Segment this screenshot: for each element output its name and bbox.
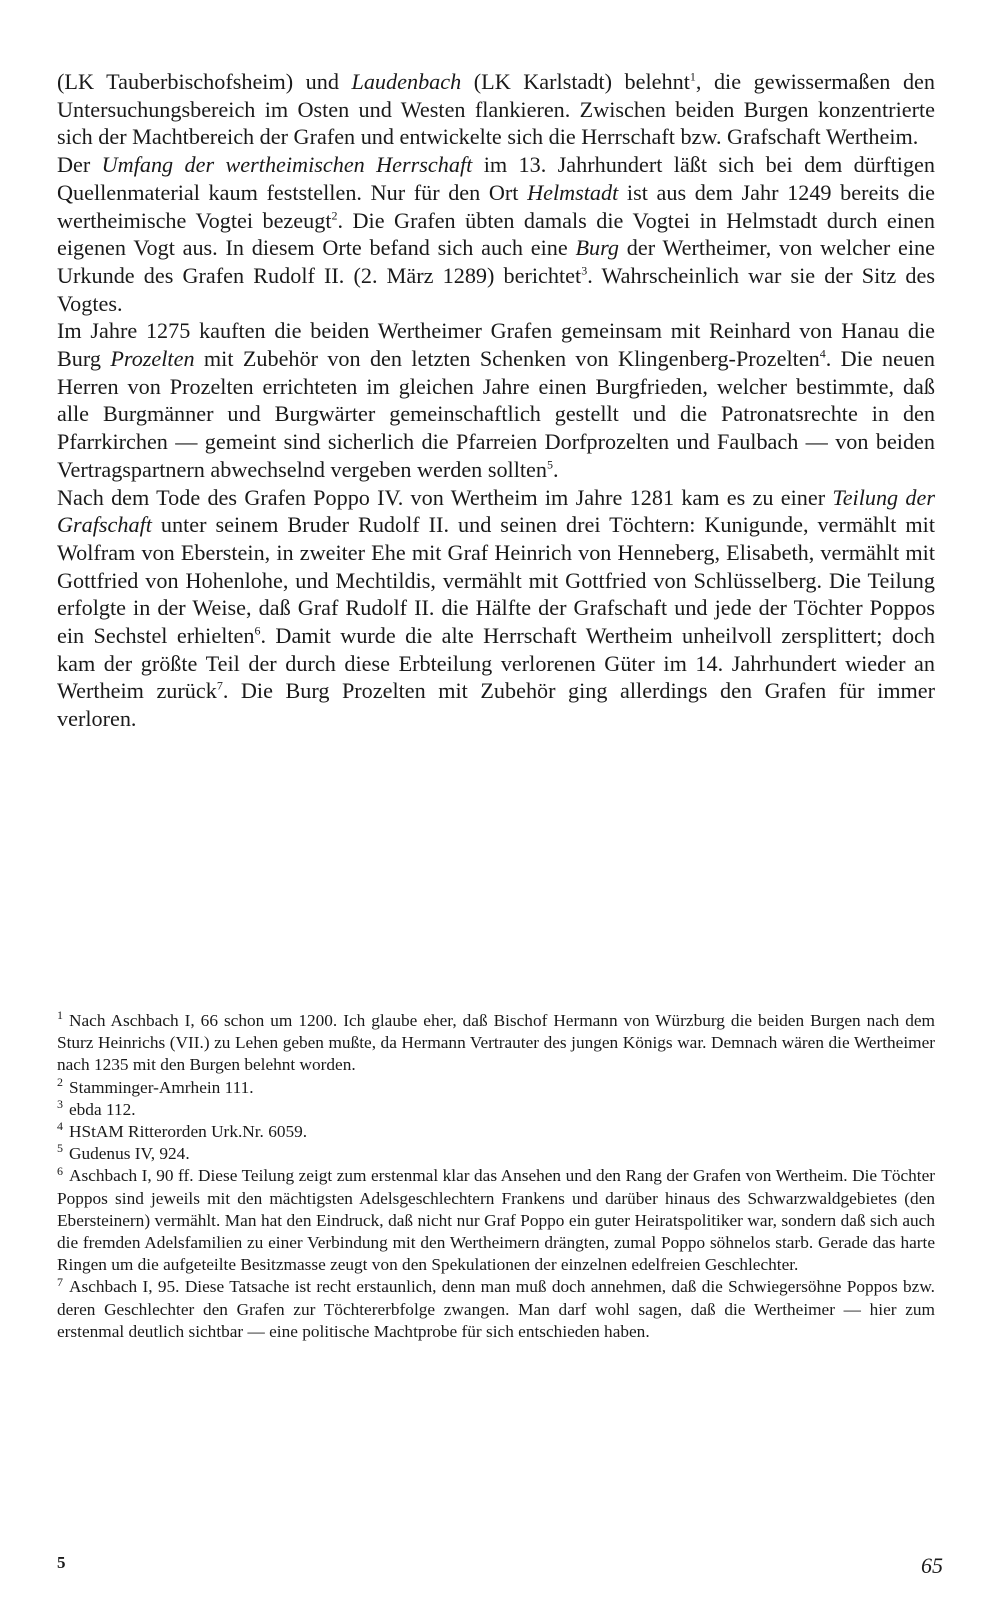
footnote-number: 1 [57, 1008, 63, 1023]
footnote-text: Aschbach I, 95. Diese Tatsache ist recht erstaunlich, denn man muß doch annehmen, daß die Schwiegersöhne Poppos bzw. deren Geschlechter den Grafen zur Töchtererbfolge zwangen. Man darf wohl sagen, daß die Wertheimer — hier zum erstenmal deutlich sichtbar — eine politische Machtprobe für sich entschieden haben. [57, 1277, 935, 1341]
text-segment: . Die neuen Herren von Prozelten errichteten im gleichen Jahre einen Burgfrieden, welcher bestimmte, daß alle Burgmänner und Burgwärter gemeinschaftlich gestellt und die Patronatsrechte in den Pfarrkirchen — gemeint sind sicherlich die Pfarreien Dorfprozelten und Faulbach — von beiden Vertragspartnern abwechselnd vergeben werden sollten [57, 346, 936, 482]
footnote-ref: 6 [254, 623, 261, 638]
text-segment: der Wertheimer, von welcher eine Urkunde des Grafen Rudolf II. (2. März 1289) berichtet [57, 235, 936, 288]
text-segment: . Die Grafen übten damals die Vogtei in Helmstadt durch einen eigenen Vogt aus. In diesem Orte befand sich auch eine [57, 207, 935, 261]
footnote-5 [57, 1143, 935, 1165]
paragraph-3 [57, 317, 935, 483]
footnote-3 [57, 1099, 935, 1121]
footnote-text: Gudenus IV, 924. [69, 1144, 190, 1164]
signature-mark: 5 [57, 1553, 66, 1572]
footnote-number: 4 [57, 1119, 63, 1134]
footnote-number: 7 [57, 1274, 63, 1289]
text-segment: Der [57, 152, 102, 178]
footnote-4 [57, 1121, 935, 1143]
footnote-number: 5 [57, 1141, 63, 1156]
footnote-number: 2 [57, 1074, 63, 1089]
text-segment: ist aus dem Jahr 1249 bereits die wertheimische Vogtei bezeugt [57, 179, 935, 233]
italic-place-name: Helmstadt [527, 179, 619, 205]
footnote-ref: 4 [819, 346, 826, 361]
main-text [57, 68, 935, 733]
footnote-6 [57, 1165, 935, 1276]
paragraph-2 [57, 151, 935, 317]
footnote-1 [57, 1010, 935, 1077]
text-segment: . [553, 456, 559, 482]
text-segment: im 13. Jahrhundert läßt sich bei dem dürftigen Quellenmaterial kaum feststellen. Nur für den Ort [57, 152, 936, 205]
footnote-ref: 7 [216, 679, 223, 694]
footnote-ref: 1 [689, 69, 696, 84]
footnote-text: Stamminger-Amrhein 111. [69, 1077, 254, 1097]
text-segment: Im Jahre 1275 kauften die beiden Wertheimer Grafen gemeinsam mit Reinhard von Hanau die Burg [57, 318, 935, 372]
footnote-2 [57, 1074, 935, 1099]
footnote-ref: 3 [581, 263, 588, 278]
text-segment: , die gewissermaßen den Untersuchungsbereich im Osten und Westen flankieren. Zwischen beiden Burgen konzentrierte sich der Machtbereich der Grafen und entwickelte sich die Herrschaft bzw. Grafschaft Wertheim. [57, 69, 935, 150]
footnote-ref: 5 [547, 457, 553, 472]
footnote-text: Nach Aschbach I, 66 schon um 1200. Ich glaube eher, daß Bischof Hermann von Würzburg die beiden Burgen nach dem Sturz Heinrichs (VII.) zu Lehen geben mußte, da Hermann Vertrauter des jungen Königs war. Demnach wären die Wertheimer nach 1235 mit den Burgen belehnt worden. [57, 1011, 935, 1075]
footnote-ref: 2 [331, 208, 338, 223]
footnote-text: ebda 112. [69, 1099, 136, 1119]
footnote-7 [57, 1276, 935, 1343]
text-segment: . Damit wurde die alte Herrschaft Wertheim unheilvoll zersplittert; doch kam der größte Teil der durch diese Erbteilung verlorenen Güter im 14. Jahrhundert wieder an Wertheim zurück [57, 623, 936, 704]
text-segment: unter seinem Bruder Rudolf II. und seinen drei Töchtern: Kunigunde, vermählt mit Wolfram von Eberstein, in zweiter Ehe mit Graf Heinrich von Henneberg, Elisabeth, vermählt mit Gottfried von Hohenlohe, und Mechtildis, vermählt mit Gottfried von Schlüsselberg. Die Teilung erfolgte in der Weise, daß Graf Rudolf II. die Hälfte der Grafschaft und jede der Töchter Poppos ein Sechstel erhielten [57, 512, 935, 649]
italic-keyword: Teilung der Grafschaft [57, 484, 935, 538]
italic-keyword: Burg [575, 235, 620, 261]
footnote-number: 3 [57, 1097, 63, 1112]
footnotes [57, 1010, 935, 1343]
italic-place-name: Laudenbach [351, 69, 462, 94]
text-segment: mit Zubehör von den letzten Schenken von Klingenberg-Prozelten [194, 346, 820, 372]
text-segment: (LK Tauberbischofsheim) und [57, 69, 352, 94]
italic-place-name: Prozelten [110, 346, 195, 372]
italic-keyword: Umfang der wertheimischen Herrschaft [101, 152, 473, 178]
text-segment: (LK Karlstadt) belehnt [461, 69, 690, 94]
paragraph-1 [57, 68, 935, 151]
text-segment: . Die Burg Prozelten mit Zubehör ging allerdings den Grafen für immer verloren. [57, 678, 936, 732]
text-segment: Nach dem Tode des Grafen Poppo IV. von Wertheim im Jahre 1281 kam es zu einer [57, 484, 833, 510]
paragraph-4 [57, 484, 935, 733]
text-segment: . Wahrscheinlich war sie der Sitz des Vogtes. [57, 262, 936, 316]
page-number: 65 [921, 1553, 943, 1578]
footnote-text: HStAM Ritterorden Urk.Nr. 6059. [69, 1122, 308, 1142]
footnote-text: Aschbach I, 90 ff. Diese Teilung zeigt zum erstenmal klar das Ansehen und den Rang der Grafen von Wertheim. Die Töchter Poppos sind jeweils mit den mächtigsten Adelsgeschlechtern Frankens und darüber hinaus des Schwarzwaldgebietes (den Ebersteinern) vermählt. Man hat den Eindruck, daß nicht nur Graf Poppo ein guter Heiratspolitiker war, sondern daß sich auch die fremden Adelsfamilien zu einer Verbindung mit den Wertheimern drängten, zumal Poppo söhnelos starb. Gerade das harte Ringen um die aufgeteilte Besitzmasse zeugt von den Spekulationen der einzelnen edelfreien Geschlechter. [57, 1166, 935, 1275]
footnote-number: 6 [57, 1163, 63, 1178]
